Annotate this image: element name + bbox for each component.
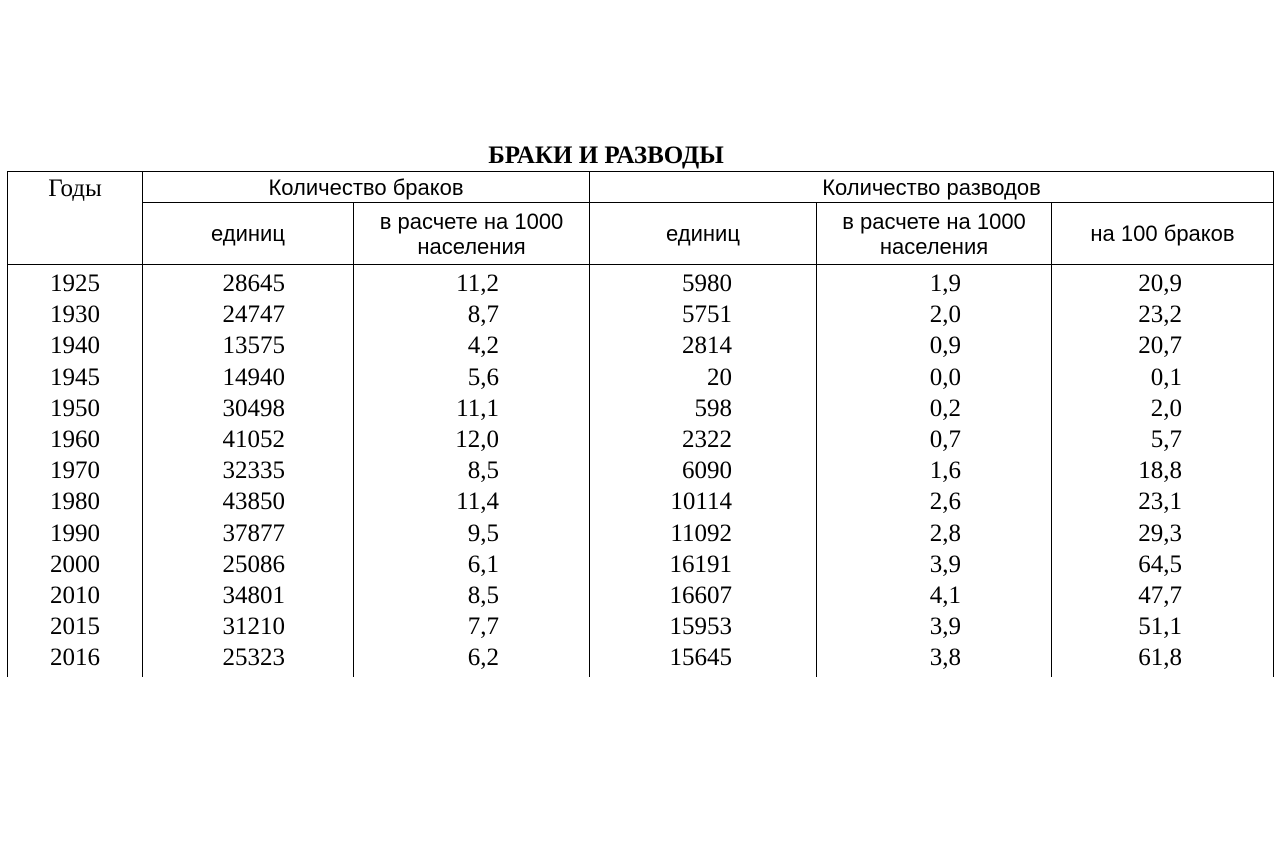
marriages-per-1000-cell: 5,6	[354, 362, 590, 393]
year-cell: 2000	[8, 549, 143, 580]
marriages-per-1000-cell: 8,5	[354, 580, 590, 611]
table-row	[8, 580, 1274, 611]
table-row	[8, 299, 1274, 330]
header-divorces-per-100-marriages: на 100 браков	[1052, 203, 1274, 265]
divorces-per-100-marriages-cell: 5,7	[1052, 424, 1274, 455]
divorces-units-cell: 6090	[590, 455, 817, 486]
marriages-units-cell: 34801	[143, 580, 354, 611]
header-row-sub	[8, 203, 1274, 265]
marriages-units-cell: 43850	[143, 486, 354, 517]
divorces-per-1000-cell: 2,6	[817, 486, 1052, 517]
divorces-units-cell: 598	[590, 393, 817, 424]
header-marriages-group: Количество браков	[143, 172, 590, 203]
year-cell: 1950	[8, 393, 143, 424]
table-row	[8, 362, 1274, 393]
marriages-units-cell: 32335	[143, 455, 354, 486]
divorces-units-cell: 16607	[590, 580, 817, 611]
table-row	[8, 424, 1274, 455]
marriages-units-cell: 25086	[143, 549, 354, 580]
table-row	[8, 611, 1274, 642]
marriages-units-cell: 30498	[143, 393, 354, 424]
header-divorces-units: единиц	[590, 203, 817, 265]
marriages-divorces-table	[7, 171, 1274, 677]
header-marriages-units: единиц	[143, 203, 354, 265]
year-cell: 1990	[8, 518, 143, 549]
marriages-units-cell: 28645	[143, 265, 354, 300]
divorces-per-1000-cell: 1,9	[817, 265, 1052, 300]
marriages-per-1000-cell: 11,2	[354, 265, 590, 300]
page-title: БРАКИ И РАЗВОДЫ	[488, 142, 724, 169]
marriages-per-1000-cell: 4,2	[354, 330, 590, 361]
marriages-units-cell: 14940	[143, 362, 354, 393]
divorces-per-1000-cell: 2,0	[817, 299, 1052, 330]
divorces-per-100-marriages-cell: 20,7	[1052, 330, 1274, 361]
divorces-units-cell: 16191	[590, 549, 817, 580]
divorces-per-1000-cell: 0,9	[817, 330, 1052, 361]
divorces-per-1000-cell: 2,8	[817, 518, 1052, 549]
divorces-per-1000-cell: 0,2	[817, 393, 1052, 424]
table-row	[8, 486, 1274, 517]
year-cell: 1960	[8, 424, 143, 455]
divorces-per-100-marriages-cell: 51,1	[1052, 611, 1274, 642]
divorces-per-1000-cell: 3,8	[817, 642, 1052, 677]
marriages-per-1000-cell: 9,5	[354, 518, 590, 549]
divorces-units-cell: 5980	[590, 265, 817, 300]
marriages-units-cell: 24747	[143, 299, 354, 330]
marriages-units-cell: 13575	[143, 330, 354, 361]
marriages-per-1000-cell: 6,1	[354, 549, 590, 580]
divorces-per-100-marriages-cell: 0,1	[1052, 362, 1274, 393]
marriages-per-1000-cell: 11,1	[354, 393, 590, 424]
year-cell: 1930	[8, 299, 143, 330]
year-cell: 1970	[8, 455, 143, 486]
marriages-units-cell: 37877	[143, 518, 354, 549]
table-row	[8, 330, 1274, 361]
divorces-per-100-marriages-cell: 29,3	[1052, 518, 1274, 549]
divorces-per-1000-cell: 4,1	[817, 580, 1052, 611]
divorces-units-cell: 15953	[590, 611, 817, 642]
divorces-per-1000-cell: 0,0	[817, 362, 1052, 393]
year-cell: 2010	[8, 580, 143, 611]
marriages-per-1000-cell: 8,7	[354, 299, 590, 330]
divorces-units-cell: 15645	[590, 642, 817, 677]
divorces-per-100-marriages-cell: 61,8	[1052, 642, 1274, 677]
table-row	[8, 455, 1274, 486]
marriages-units-cell: 31210	[143, 611, 354, 642]
divorces-per-100-marriages-cell: 2,0	[1052, 393, 1274, 424]
table-row	[8, 549, 1274, 580]
divorces-per-100-marriages-cell: 20,9	[1052, 265, 1274, 300]
year-cell: 1945	[8, 362, 143, 393]
year-cell: 1980	[8, 486, 143, 517]
divorces-units-cell: 20	[590, 362, 817, 393]
marriages-per-1000-cell: 12,0	[354, 424, 590, 455]
divorces-units-cell: 11092	[590, 518, 817, 549]
year-cell: 2015	[8, 611, 143, 642]
divorces-per-100-marriages-cell: 18,8	[1052, 455, 1274, 486]
year-cell: 2016	[8, 642, 143, 677]
marriages-per-1000-cell: 7,7	[354, 611, 590, 642]
divorces-per-1000-cell: 1,6	[817, 455, 1052, 486]
header-divorces-per-1000: в расчете на 1000 населения	[817, 203, 1052, 265]
divorces-units-cell: 2814	[590, 330, 817, 361]
header-years: Годы	[8, 172, 143, 265]
marriages-units-cell: 25323	[143, 642, 354, 677]
year-cell: 1925	[8, 265, 143, 300]
marriages-units-cell: 41052	[143, 424, 354, 455]
divorces-per-1000-cell: 3,9	[817, 611, 1052, 642]
divorces-per-100-marriages-cell: 23,2	[1052, 299, 1274, 330]
marriages-per-1000-cell: 6,2	[354, 642, 590, 677]
table-body	[8, 265, 1274, 678]
table-row	[8, 642, 1274, 677]
marriages-per-1000-cell: 11,4	[354, 486, 590, 517]
divorces-per-1000-cell: 0,7	[817, 424, 1052, 455]
table-row	[8, 265, 1274, 300]
header-marriages-per-1000: в расчете на 1000 населения	[354, 203, 590, 265]
divorces-units-cell: 5751	[590, 299, 817, 330]
divorces-per-100-marriages-cell: 64,5	[1052, 549, 1274, 580]
table-row	[8, 393, 1274, 424]
divorces-units-cell: 2322	[590, 424, 817, 455]
divorces-units-cell: 10114	[590, 486, 817, 517]
header-divorces-group: Количество разводов	[590, 172, 1274, 203]
divorces-per-100-marriages-cell: 23,1	[1052, 486, 1274, 517]
divorces-per-1000-cell: 3,9	[817, 549, 1052, 580]
marriages-per-1000-cell: 8,5	[354, 455, 590, 486]
header-row-groups	[8, 172, 1274, 203]
year-cell: 1940	[8, 330, 143, 361]
divorces-per-100-marriages-cell: 47,7	[1052, 580, 1274, 611]
table-row	[8, 518, 1274, 549]
